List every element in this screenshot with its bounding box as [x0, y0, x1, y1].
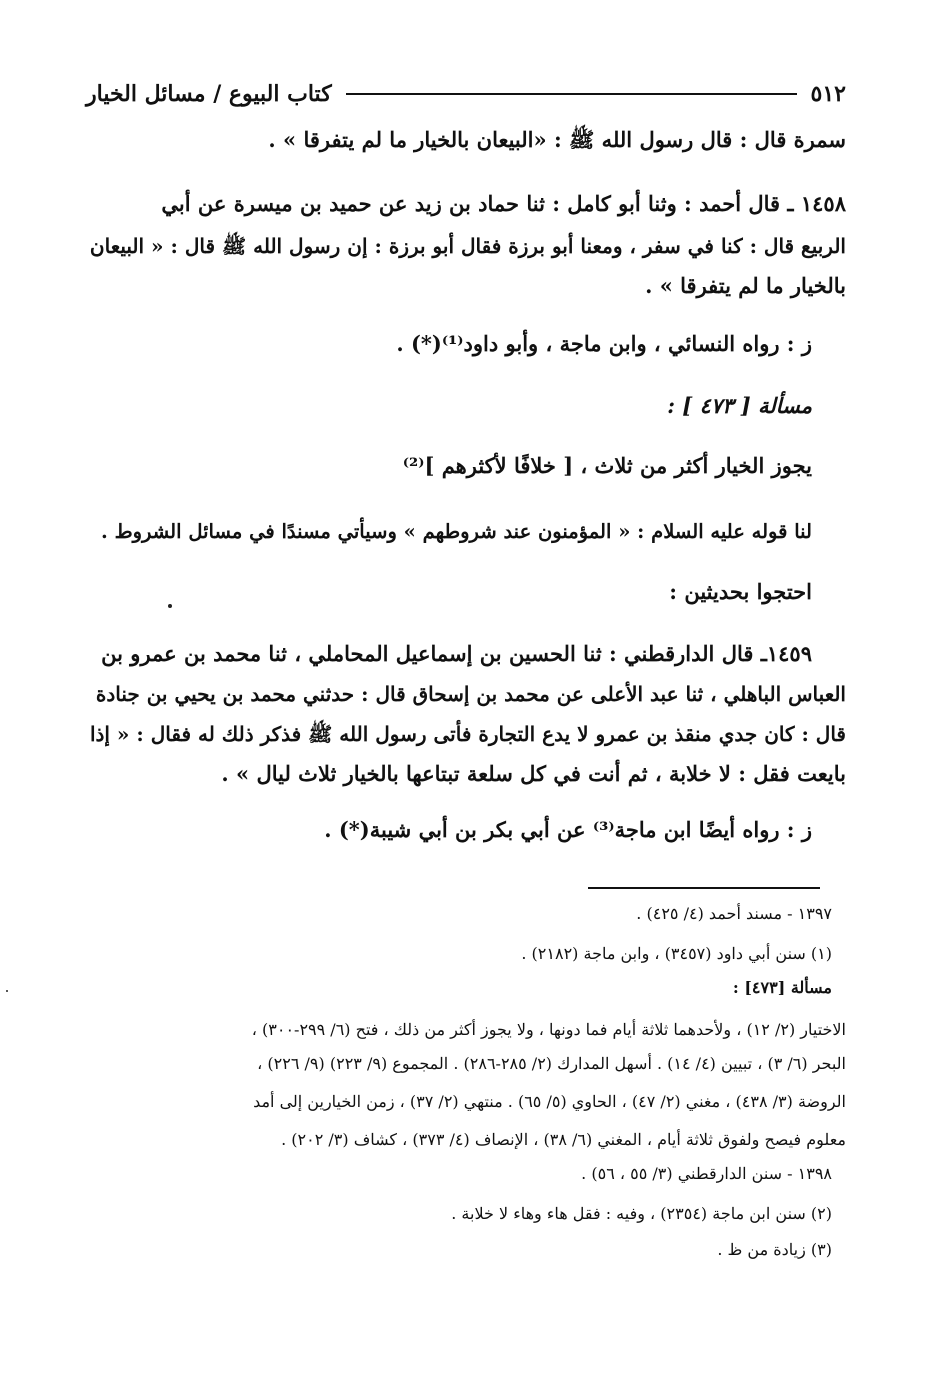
- running-title: كتاب البيوع / مسائل الخيار: [86, 81, 332, 107]
- footnote-rule: [588, 887, 820, 889]
- footnote-line: ١٣٩٧ - مسند أحمد (٤/ ٤٢٥) .: [636, 904, 832, 923]
- footnote-line: (١) سنن أبي داود (٣٤٥٧) ، وابن ماجة (٢١٨٢) .: [521, 944, 832, 963]
- page-number: ٥١٢: [810, 81, 846, 107]
- hadith-1458-line: ١٤٥٨ ـ قال أحمد : وثنا أبو كامل : ثنا حماد بن زيد عن حميد بن ميسرة عن أبي: [161, 191, 846, 216]
- body-line: الربيع قال : كنا في سفر ، ومعنا أبو برزة فقال أبو برزة : إن رسول الله ﷺ قال : « البيعان: [89, 234, 846, 258]
- footnote-line: معلوم فيصح ولفوق ثلاثة أيام ، المغني (٦/ ٣٨) ، الإنصاف (٤/ ٣٧٣) ، كشاف (٣/ ٢٠٢) .: [281, 1130, 846, 1149]
- footnote-line: البحر (٦/ ٣) ، تبيين (٤/ ١٤) . أسهل المدارك (٢/ ٢٨٥-٢٨٦) . المجموع (٩/ ٢٢٣) (٩/ ٢٢٦) ،: [257, 1054, 846, 1073]
- body-line: بايعت فقل : لا خلابة ، ثم أنت في كل سلعة تبتاعها بالخيار ثلاث ليال » .: [221, 761, 846, 786]
- masala-heading: مسألة [ ٤٧٣ ] :: [667, 393, 812, 418]
- body-line: سمرة قال : قال رسول الله ﷺ : «البيعان بالخيار ما لم يتفرقا » .: [268, 127, 846, 152]
- footnote-line: ١٣٩٨ - سنن الدارقطني (٣/ ٥٥ ، ٥٦) .: [581, 1164, 832, 1183]
- ink-speck: [168, 604, 172, 608]
- footnote-line: (٢) سنن ابن ماجة (٢٣٥٤) ، وفيه : فقل هاء وهاء لا خلابة .: [451, 1204, 832, 1223]
- body-line: قال : كان جدي منقذ بن عمرو لا يدع التجارة فأتى رسول الله ﷺ فذكر ذلك له فقال : « إذا: [89, 722, 846, 746]
- body-line: العباس الباهلي ، ثنا عبد الأعلى عن محمد بن إسحاق قال : حدثني محمد بن يحيي بن جنادة: [95, 682, 846, 706]
- hadith-1459-line: ١٤٥٩ـ قال الدارقطني : ثنا الحسين بن إسماعيل المحاملي ، ثنا محمد بن عمرو بن: [101, 641, 812, 666]
- footnote-line: (٣) زيادة من ظ .: [717, 1240, 832, 1259]
- takhrij-line: ز : رواه أيضًا ابن ماجة⁽³⁾ عن أبي بكر بن أبي شيبة(*) .: [324, 817, 812, 842]
- page-header: [86, 74, 846, 114]
- ink-speck: [6, 990, 8, 992]
- body-line: يجوز الخيار أكثر من ثلاث ، [ خلافًا لأكثرهم ]⁽²⁾: [402, 453, 812, 478]
- footnote-line: الاختيار (٢/ ١٢) ، ولأحدهما ثلاثة أيام فما دونها ، ولا يجوز أكثر من ذلك ، فتح (٦/ ٢٩٩-٣٠٠) ،: [251, 1020, 846, 1039]
- body-line: احتجوا بحديثين :: [669, 579, 812, 604]
- footnote-line: مسألة [٤٧٣] :: [732, 978, 832, 997]
- footnote-line: الروضة (٣/ ٤٣٨) ، مغني (٢/ ٤٧) ، الحاوي (٥/ ٦٥) . منتهي (٢/ ٣٧) ، زمن الخيارين إلى أمد: [253, 1092, 846, 1111]
- body-line: بالخيار ما لم يتفرقا » .: [645, 273, 846, 298]
- body-line: لنا قوله عليه السلام : « المؤمنون عند شروطهم » وسيأتي مسندًا في مسائل الشروط .: [101, 520, 812, 543]
- takhrij-line: ز : رواه النسائي ، وابن ماجة ، وأبو داود⁽¹⁾(*) .: [396, 331, 812, 356]
- header-rule: [346, 93, 797, 95]
